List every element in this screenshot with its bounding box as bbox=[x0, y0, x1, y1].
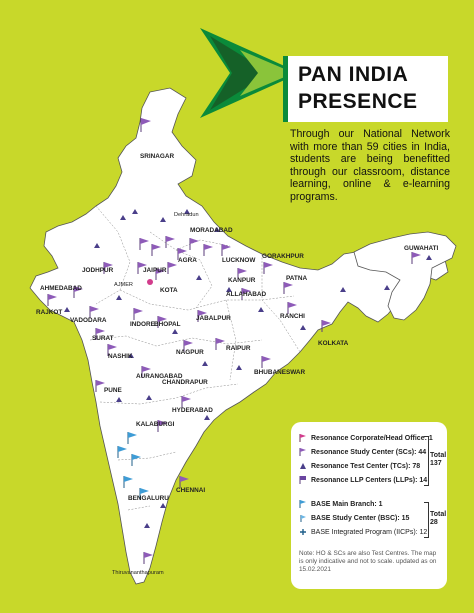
legend-row-study-center bbox=[299, 448, 426, 456]
label-hyderabad: HYDERABAD bbox=[172, 407, 213, 414]
label-nashik: NASHIK bbox=[108, 353, 133, 360]
legend-bracket-base bbox=[424, 502, 429, 538]
legend-label: BASE Main Branch: 1 bbox=[311, 500, 383, 508]
pink-flag-icon bbox=[299, 434, 307, 442]
label-lucknow: LUCKNOW bbox=[222, 257, 256, 264]
purple-square-flag-icon bbox=[299, 476, 307, 484]
legend-label: Resonance Study Center (SCs): 44 bbox=[311, 448, 427, 456]
total-value: 137 bbox=[430, 460, 442, 467]
label-srinagar: SRINAGAR bbox=[140, 153, 175, 160]
label-kota: KOTA bbox=[160, 287, 178, 294]
label-kalaburgi: KALABURGI bbox=[136, 421, 175, 428]
legend-row-base-study bbox=[299, 514, 409, 522]
legend-row-head-office bbox=[299, 434, 433, 442]
legend-box bbox=[291, 422, 447, 589]
total-value: 28 bbox=[430, 519, 438, 526]
legend-row-base-integrated bbox=[299, 528, 427, 536]
label-gorakhpur: GORAKHPUR bbox=[262, 253, 304, 260]
legend-row-llp bbox=[299, 476, 427, 484]
intro-paragraph: Through our National Network with more than 59 cities in India, students are being benefitted through our classroom, distance learning, online & e-learning programs. bbox=[290, 128, 450, 203]
label-chandrapur: CHANDRAPUR bbox=[162, 379, 208, 386]
blue-flag-small-icon bbox=[299, 514, 307, 522]
legend-label: BASE Study Center (BSC): 15 bbox=[311, 514, 410, 522]
label-moradabad: MORADABAD bbox=[190, 227, 233, 234]
title-block bbox=[283, 56, 448, 122]
label-kanpur: KANPUR bbox=[228, 277, 256, 284]
label-nagpur: NAGPUR bbox=[176, 349, 204, 356]
total-label: Total bbox=[430, 452, 447, 459]
title-line-1: PAN INDIA bbox=[298, 63, 409, 86]
label-kolkata: KOLKATA bbox=[318, 340, 349, 347]
label-guwahati: GUWAHATI bbox=[404, 245, 439, 252]
blue-flag-icon bbox=[299, 500, 307, 508]
label-jaipur: JAIPUR bbox=[143, 267, 167, 274]
legend-label: Resonance Test Center (TCs): 78 bbox=[311, 462, 421, 470]
total-label: Total bbox=[430, 511, 447, 518]
label-agra: AGRA bbox=[178, 257, 197, 264]
label-rajkot: RAJKOT bbox=[36, 309, 63, 316]
label-raipur: RAIPUR bbox=[226, 345, 251, 352]
legend-label: BASE Integrated Program (IICPs): 12 bbox=[311, 528, 428, 536]
label-bengaluru: BENGALURU bbox=[128, 495, 169, 502]
label-ajmer: AJMER bbox=[114, 282, 133, 288]
label-bhopal: BHOPAL bbox=[154, 321, 181, 328]
legend-total-base bbox=[430, 511, 446, 527]
label-pune: PUNE bbox=[104, 387, 122, 394]
label-allahabad: ALLAHABAD bbox=[226, 291, 267, 298]
label-aurangabad: AURANGABAD bbox=[136, 373, 183, 380]
triangle-icon bbox=[299, 462, 307, 470]
head-office-marker bbox=[147, 279, 153, 285]
label-vadodara: VADODARA bbox=[70, 317, 107, 324]
legend-total-resonance bbox=[430, 452, 446, 468]
legend-label: Resonance LLP Centers (LLPs): 14 bbox=[311, 476, 428, 484]
label-surat: SURAT bbox=[92, 335, 114, 342]
label-indore: INDORE bbox=[130, 321, 155, 328]
legend-row-test-center bbox=[299, 462, 420, 470]
title-line-2: PRESENCE bbox=[298, 90, 418, 113]
legend-row-base-main bbox=[299, 500, 383, 508]
label-dehradun: Dehradun bbox=[174, 212, 199, 218]
label-patna: PATNA bbox=[286, 275, 308, 282]
legend-label: Resonance Corporate/Head Office: 1 bbox=[311, 434, 433, 442]
label-jodhpur: JODHPUR bbox=[82, 267, 114, 274]
label-jabalpur: JABALPUR bbox=[196, 315, 231, 322]
label-ahmedabad: AHMEDABAD bbox=[40, 285, 82, 292]
label-bhubaneswar: BHUBANESWAR bbox=[254, 369, 306, 376]
plus-icon bbox=[299, 528, 307, 536]
purple-flag-icon bbox=[299, 448, 307, 456]
legend-bracket-resonance bbox=[424, 436, 429, 486]
label-ranchi: RANCHI bbox=[280, 313, 305, 320]
label-thiruvananthapuram: Thiruvananthapuram bbox=[112, 570, 164, 576]
label-chennai: CHENNAI bbox=[176, 487, 206, 494]
legend-note: Note: HO & SCs are also Test Centres. The map is only indicative and not to scale. updated as on 15.02.2021 bbox=[299, 550, 437, 573]
